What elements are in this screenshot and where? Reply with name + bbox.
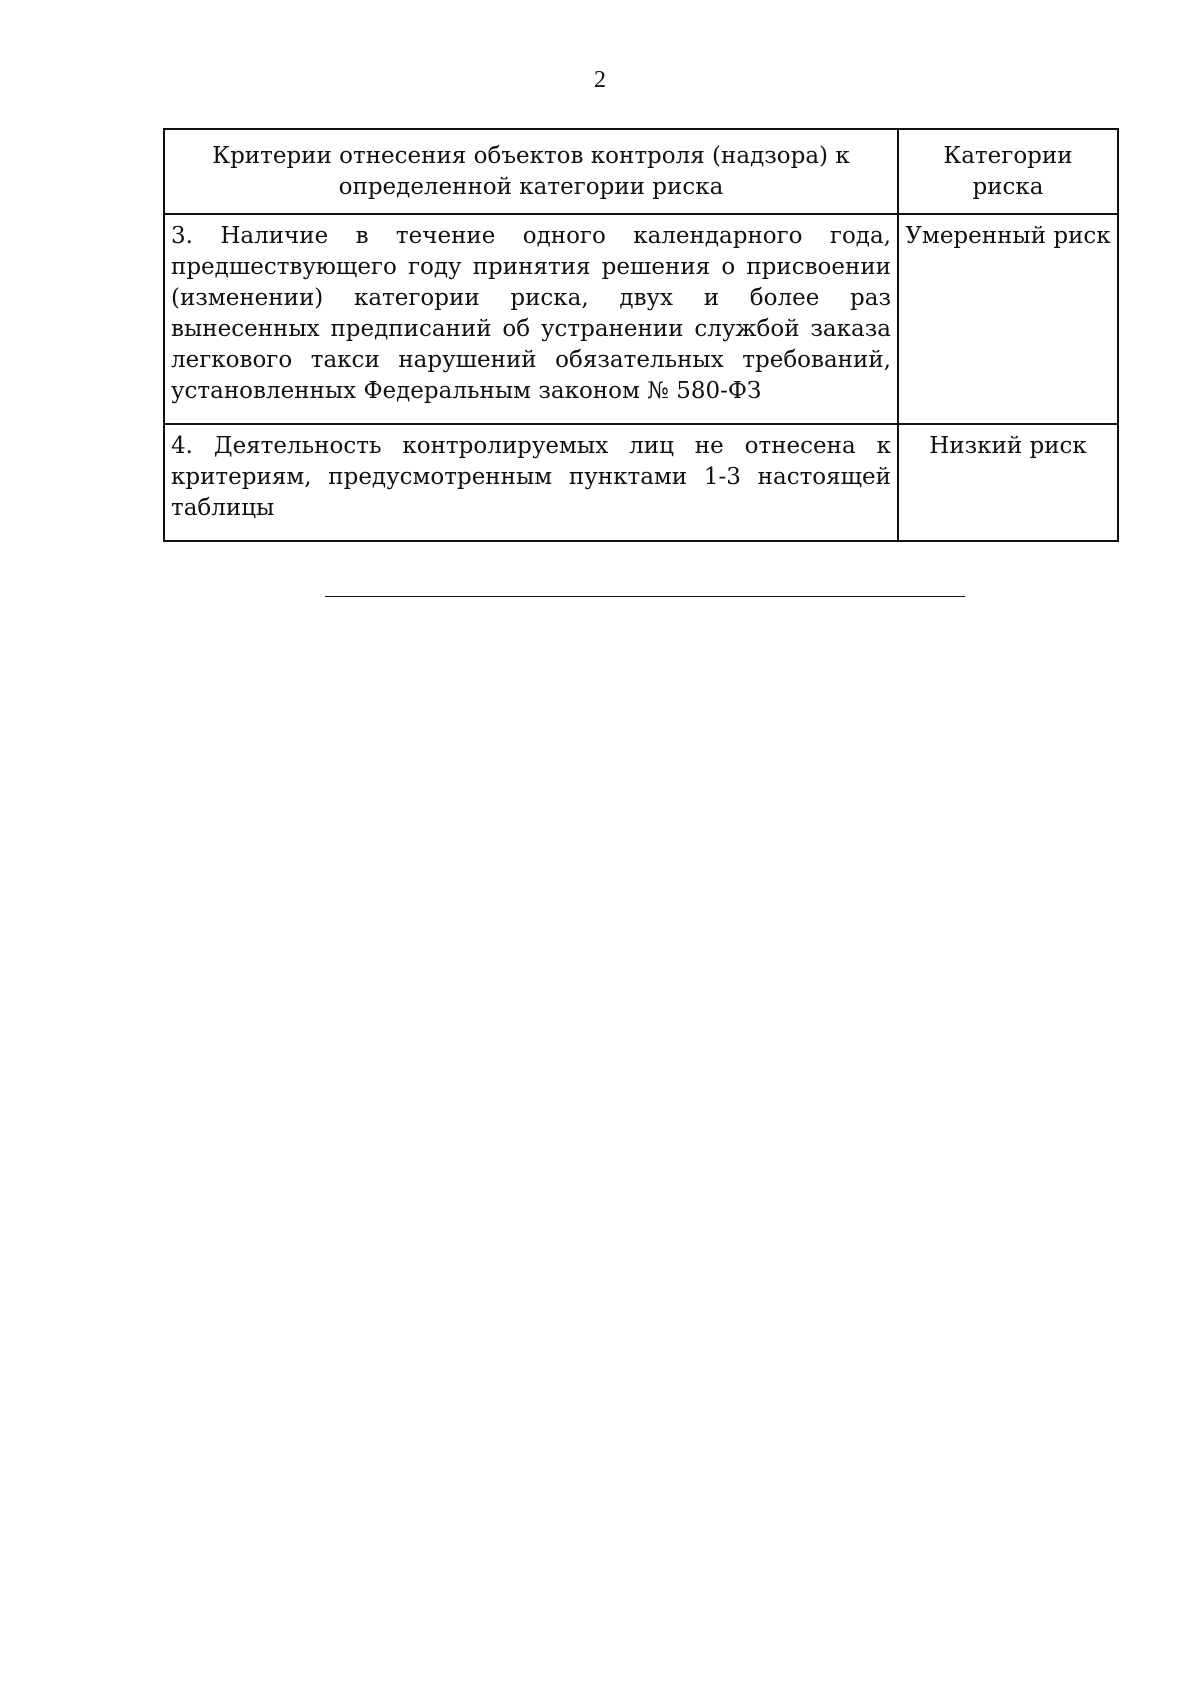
risk-category-cell: Умеренный риск bbox=[898, 214, 1118, 424]
header-criteria: Критерии отнесения объектов контроля (надзора) к определенной категории риска bbox=[164, 129, 898, 214]
page-number: 2 bbox=[594, 67, 606, 93]
table-row bbox=[164, 424, 1118, 541]
risk-criteria-table bbox=[163, 128, 1119, 542]
table-header-row bbox=[164, 129, 1118, 214]
end-of-document-rule bbox=[325, 596, 965, 597]
header-category: Категории риска bbox=[898, 129, 1118, 214]
criteria-cell: 4. Деятельность контролируемых лиц не отнесена к критериям, предусмотренным пунктами 1-3 настоящей таблицы bbox=[164, 424, 898, 541]
table-row bbox=[164, 214, 1118, 424]
risk-category-cell: Низкий риск bbox=[898, 424, 1118, 541]
criteria-cell: 3. Наличие в течение одного календарного года, предшествующего году принятия решения о присвоении (изменении) категории риска, двух и более раз вынесенных предписаний об устранении службой заказа легкового такси нарушений обязательных требований, установленных Федеральным законом № 580-ФЗ bbox=[164, 214, 898, 424]
